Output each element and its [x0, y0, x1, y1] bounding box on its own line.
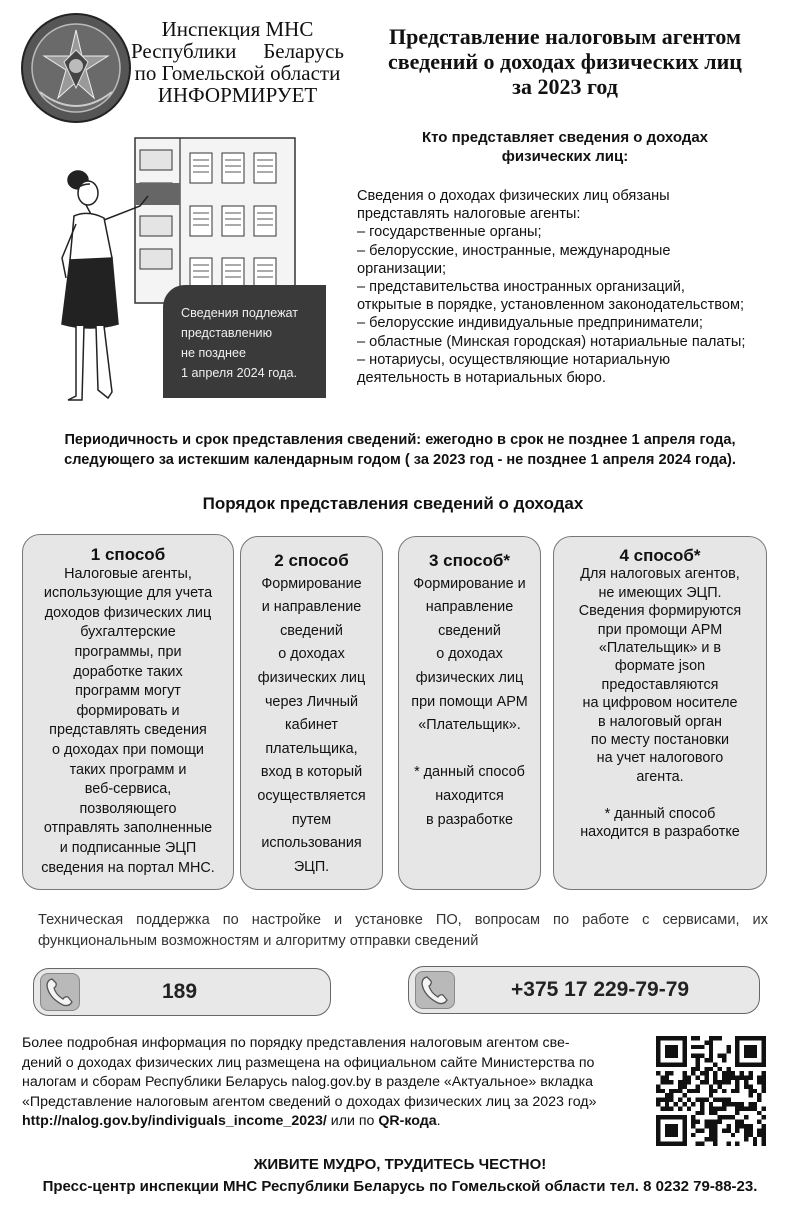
deadline-line: 1 апреля 2024 года.	[181, 366, 297, 380]
method-line: Формирование и	[413, 575, 526, 592]
more-info-line: «Представление налоговым агентом сведений о доходах физических лиц за 2023 год»	[22, 1093, 597, 1110]
who-line: – областные (Минская городская) нотариальные палаты;	[357, 333, 746, 350]
method-card-2	[240, 536, 383, 890]
method-line: веб-сервиса,	[84, 781, 172, 798]
method-line: о доходах	[436, 646, 503, 663]
method-title: 2 способ	[274, 551, 349, 570]
periodicity-line: следующего за истекшим календарным годом ( за 2023 год - не позднее 1 апреля 2024 года).	[64, 452, 736, 468]
phone-number-short[interactable]	[33, 968, 331, 1016]
order-heading: Порядок представления сведений о доходах	[202, 494, 584, 513]
who-heading-line: физических лиц:	[501, 148, 629, 165]
phone-handset-icon	[40, 973, 80, 1011]
title-line: Представление налоговым агентом	[389, 24, 741, 49]
who-line: организации;	[357, 260, 447, 277]
more-info	[22, 1034, 642, 1132]
method-line: через Личный	[264, 693, 359, 710]
tax-inspection-emblem	[20, 12, 132, 124]
more-info-line: Более подробная информация по порядку представления налоговым агентом све-	[22, 1035, 570, 1051]
method-line: использующие для учета	[43, 585, 213, 602]
method-line: кабинет	[285, 717, 338, 734]
method-line: использования	[261, 835, 362, 852]
phone-number: 189	[162, 980, 198, 1003]
method-line: представлять сведения	[49, 722, 207, 739]
method-line: сведений	[438, 622, 501, 639]
method-line: на учет налогового	[596, 750, 724, 767]
method-line: физических лиц	[257, 669, 366, 686]
method-line: физических лиц	[415, 669, 524, 686]
info-link[interactable]: http://nalog.gov.by/indiviguals_income_2023/	[22, 1113, 327, 1129]
method-title: 3 способ*	[428, 551, 510, 570]
deadline-line: представлению	[181, 326, 273, 340]
who-line: – представительства иностранных организаций,	[357, 279, 685, 296]
method-line: сведений	[280, 622, 343, 639]
method-line: позволяющего	[79, 800, 177, 817]
method-card-4	[553, 536, 767, 890]
periodicity-note	[25, 430, 775, 470]
press-center-contact: Пресс-центр инспекции МНС Республики Беларусь по Гомельской области тел. 8 0232 79-88-23.	[42, 1178, 758, 1195]
method-line: доработке таких	[73, 663, 183, 680]
method-title: 4 способ*	[619, 546, 701, 565]
method-line: направление	[425, 599, 514, 616]
who-line: открытые в порядке, установленном законодательством;	[357, 297, 745, 314]
method-line: вход в который	[260, 764, 363, 781]
more-info-line: дений о доходах физических лиц размещена на официальном сайте Министерства по	[22, 1054, 595, 1071]
who-line: представлять налоговые агенты:	[357, 206, 581, 223]
deadline-line: Сведения подлежат	[181, 306, 299, 320]
who-line: – государственные органы;	[357, 224, 542, 241]
who-line: – нотариусы, осуществляющие нотариальную	[357, 351, 671, 368]
who-heading	[380, 128, 750, 166]
method-line: ЭЦП.	[293, 858, 330, 875]
deadline-note	[163, 285, 326, 398]
method-line: в разработке	[425, 811, 514, 828]
who-line: – белорусские, иностранные, международные	[357, 242, 671, 259]
more-info-line	[22, 1112, 642, 1132]
method-line: сведения на портал МНС.	[41, 859, 215, 876]
support-note: Техническая поддержка по настройке и установке ПО, вопросам по работе с сервисами, их функциональным возможностям и алгоритму отправки сведений	[38, 912, 768, 949]
method-title: 1 способ	[90, 545, 166, 564]
method-card-1	[22, 534, 234, 890]
method-line: агента.	[636, 768, 684, 785]
method-line: таких программ и	[69, 761, 187, 778]
end-punct: .	[436, 1113, 441, 1129]
who-line: Сведения о доходах физических лиц обязаны	[357, 188, 670, 204]
method-line: Для налоговых агентов,	[580, 566, 740, 583]
method-line: доходов физических лиц	[44, 604, 212, 621]
method-line: плательщика,	[265, 740, 358, 757]
method-line: о доходах	[278, 646, 345, 663]
method-line: и подписанные ЭЦП	[59, 839, 197, 856]
method-line: «Плательщик» и в	[598, 640, 722, 657]
method-line: не имеющих ЭЦП.	[598, 584, 722, 601]
title-line: сведений о доходах физических лиц	[388, 49, 742, 74]
method-line: программы, при	[74, 643, 182, 660]
issuer-line: по Гомельской области	[134, 61, 341, 85]
issuer-line: Инспекция МНС	[161, 17, 314, 41]
page-title	[360, 24, 770, 99]
method-line: находится	[435, 787, 504, 804]
method-line: о доходах при помощи	[52, 741, 204, 758]
method-line: бухгалтерские	[80, 624, 176, 641]
method-line: по месту постановки	[590, 732, 730, 749]
more-info-line: налогам и сборам Республики Беларусь nalog.gov.by в разделе «Актуальное» вкладка	[22, 1074, 593, 1090]
method-line: на цифровом носителе	[582, 695, 738, 712]
method-line	[399, 738, 540, 762]
who-list	[357, 187, 777, 387]
method-line: Сведения формируются	[578, 603, 742, 620]
method-line	[554, 786, 766, 804]
method-line: при промощи АРМ	[597, 621, 723, 638]
issuer-line: Республики Беларусь	[131, 39, 344, 63]
method-line: в налоговый орган	[597, 713, 722, 730]
issuer-block	[125, 18, 350, 106]
method-line: путем	[291, 811, 332, 828]
periodicity-line: Периодичность и срок представления сведений: ежегодно в срок не позднее 1 апреля года,	[64, 432, 736, 448]
qr-label: QR-кода	[378, 1113, 437, 1129]
method-line: при помощи АРМ	[411, 693, 528, 710]
who-line: – белорусские индивидуальные предприниматели;	[357, 315, 703, 332]
method-line: * данный способ	[604, 805, 716, 822]
method-line: осуществляется	[257, 787, 366, 804]
method-line: предоставляются	[601, 676, 719, 693]
motto: ЖИВИТЕ МУДРО, ТРУДИТЕСЬ ЧЕСТНО!	[253, 1156, 547, 1173]
who-line: деятельность в нотариальных бюро.	[357, 370, 606, 387]
title-line: за 2023 год	[512, 74, 618, 99]
who-heading-line: Кто представляет сведения о доходах	[421, 129, 709, 146]
or-text: или по	[326, 1113, 379, 1129]
method-card-3	[398, 536, 541, 890]
qr-code[interactable]	[656, 1036, 766, 1146]
method-line: программ могут	[75, 683, 181, 700]
issuer-informs: ИНФОРМИРУЕТ	[157, 83, 318, 107]
phone-number: +375 17 229-79-79	[511, 978, 690, 1001]
method-line: Формирование	[261, 575, 362, 592]
method-line: формировать и	[76, 702, 180, 719]
phone-number-full[interactable]	[408, 966, 760, 1014]
method-line: Налоговые агенты,	[64, 565, 192, 582]
method-line: формате json	[614, 658, 706, 675]
method-line: и направление	[261, 599, 362, 616]
phone-handset-icon	[415, 971, 455, 1009]
method-line: «Плательщик».	[418, 717, 521, 734]
deadline-line: не позднее	[181, 346, 246, 360]
method-line: * данный способ	[414, 764, 525, 781]
method-line: находится в разработке	[580, 824, 740, 841]
method-line: отправлять заполненные	[43, 820, 213, 837]
